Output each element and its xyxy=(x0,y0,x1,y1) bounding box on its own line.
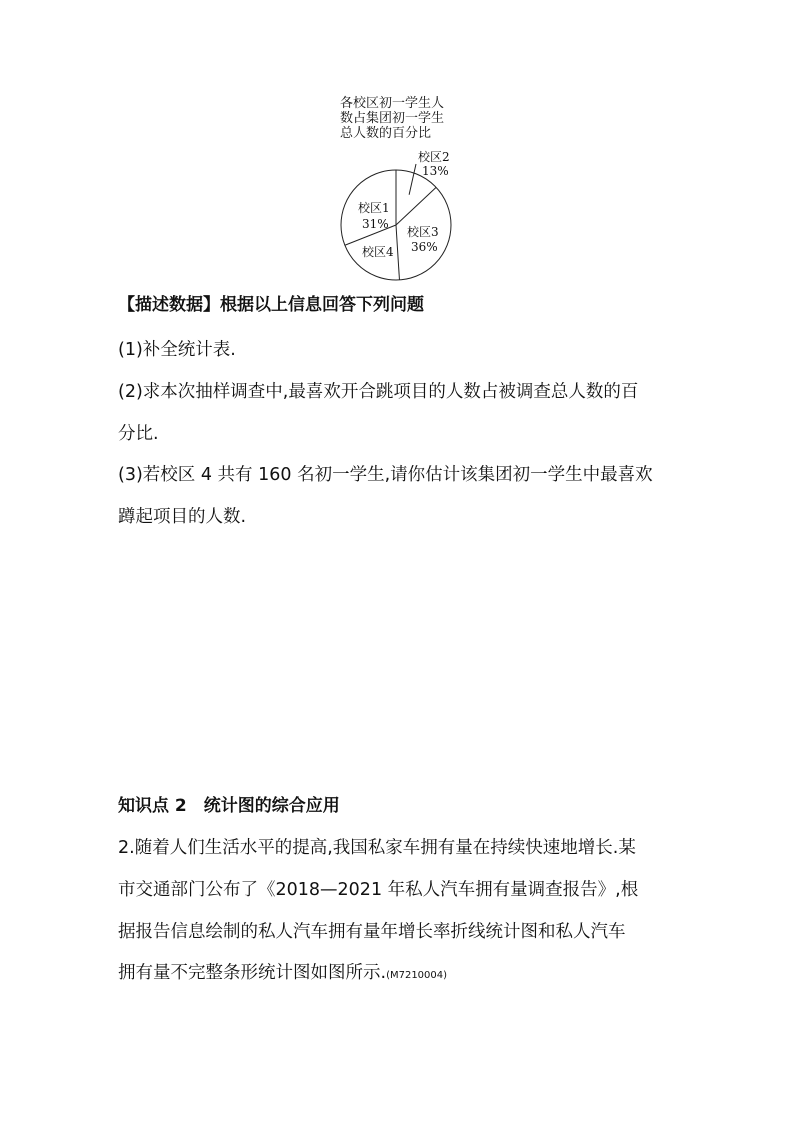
chart-title-line-2: 数占集团初一学生 xyxy=(340,111,445,126)
chart-title-line-3: 总人数的百分比 xyxy=(340,126,432,141)
pie-chart xyxy=(330,140,490,290)
problem-2-line-3: 据报告信息绘制的私人汽车拥有量年增长率折线统计图和私人汽车 xyxy=(118,922,626,942)
problem-2-line-2: 市交通部门公布了《2018—2021 年私人汽车拥有量调查报告》,根 xyxy=(118,880,639,900)
pie-label-2: 校区2 xyxy=(418,150,450,164)
pie-value-3: 36% xyxy=(411,240,438,254)
pie-divider-3 xyxy=(396,225,399,280)
problem-2-line-4 xyxy=(118,961,447,988)
question-2-line-1: (2)求本次抽样调查中,最喜欢开合跳项目的人数占被调查总人数的百 xyxy=(118,382,639,402)
section2-heading: 知识点 2 统计图的综合应用 xyxy=(118,796,340,816)
question-1: (1)补全统计表. xyxy=(118,340,236,360)
pie-leader-line xyxy=(409,164,416,195)
problem-2-line-1: 2.随着人们生活水平的提高,我国私家车拥有量在持续快速地增长.某 xyxy=(118,838,636,858)
pie-label-4: 校区4 xyxy=(362,245,394,259)
section1-heading: 【描述数据】根据以上信息回答下列问题 xyxy=(118,295,424,315)
question-2-line-2: 分比. xyxy=(118,424,159,444)
pie-label-3: 校区3 xyxy=(407,225,439,239)
pie-label-1: 校区1 xyxy=(358,201,390,215)
problem-2-line-4-text: 拥有量不完整条形统计图如图所示. xyxy=(118,963,387,983)
problem-code: (M7210004) xyxy=(386,970,448,981)
chart-title-line-1: 各校区初一学生人 xyxy=(340,96,445,111)
pie-divider-2 xyxy=(396,187,436,225)
chart-title xyxy=(340,96,480,141)
pie-value-1: 31% xyxy=(362,217,389,231)
question-3-line-2: 蹲起项目的人数. xyxy=(118,507,247,527)
question-3-line-1: (3)若校区 4 共有 160 名初一学生,请你估计该集团初一学生中最喜欢 xyxy=(118,465,653,485)
pie-value-2: 13% xyxy=(422,164,449,178)
